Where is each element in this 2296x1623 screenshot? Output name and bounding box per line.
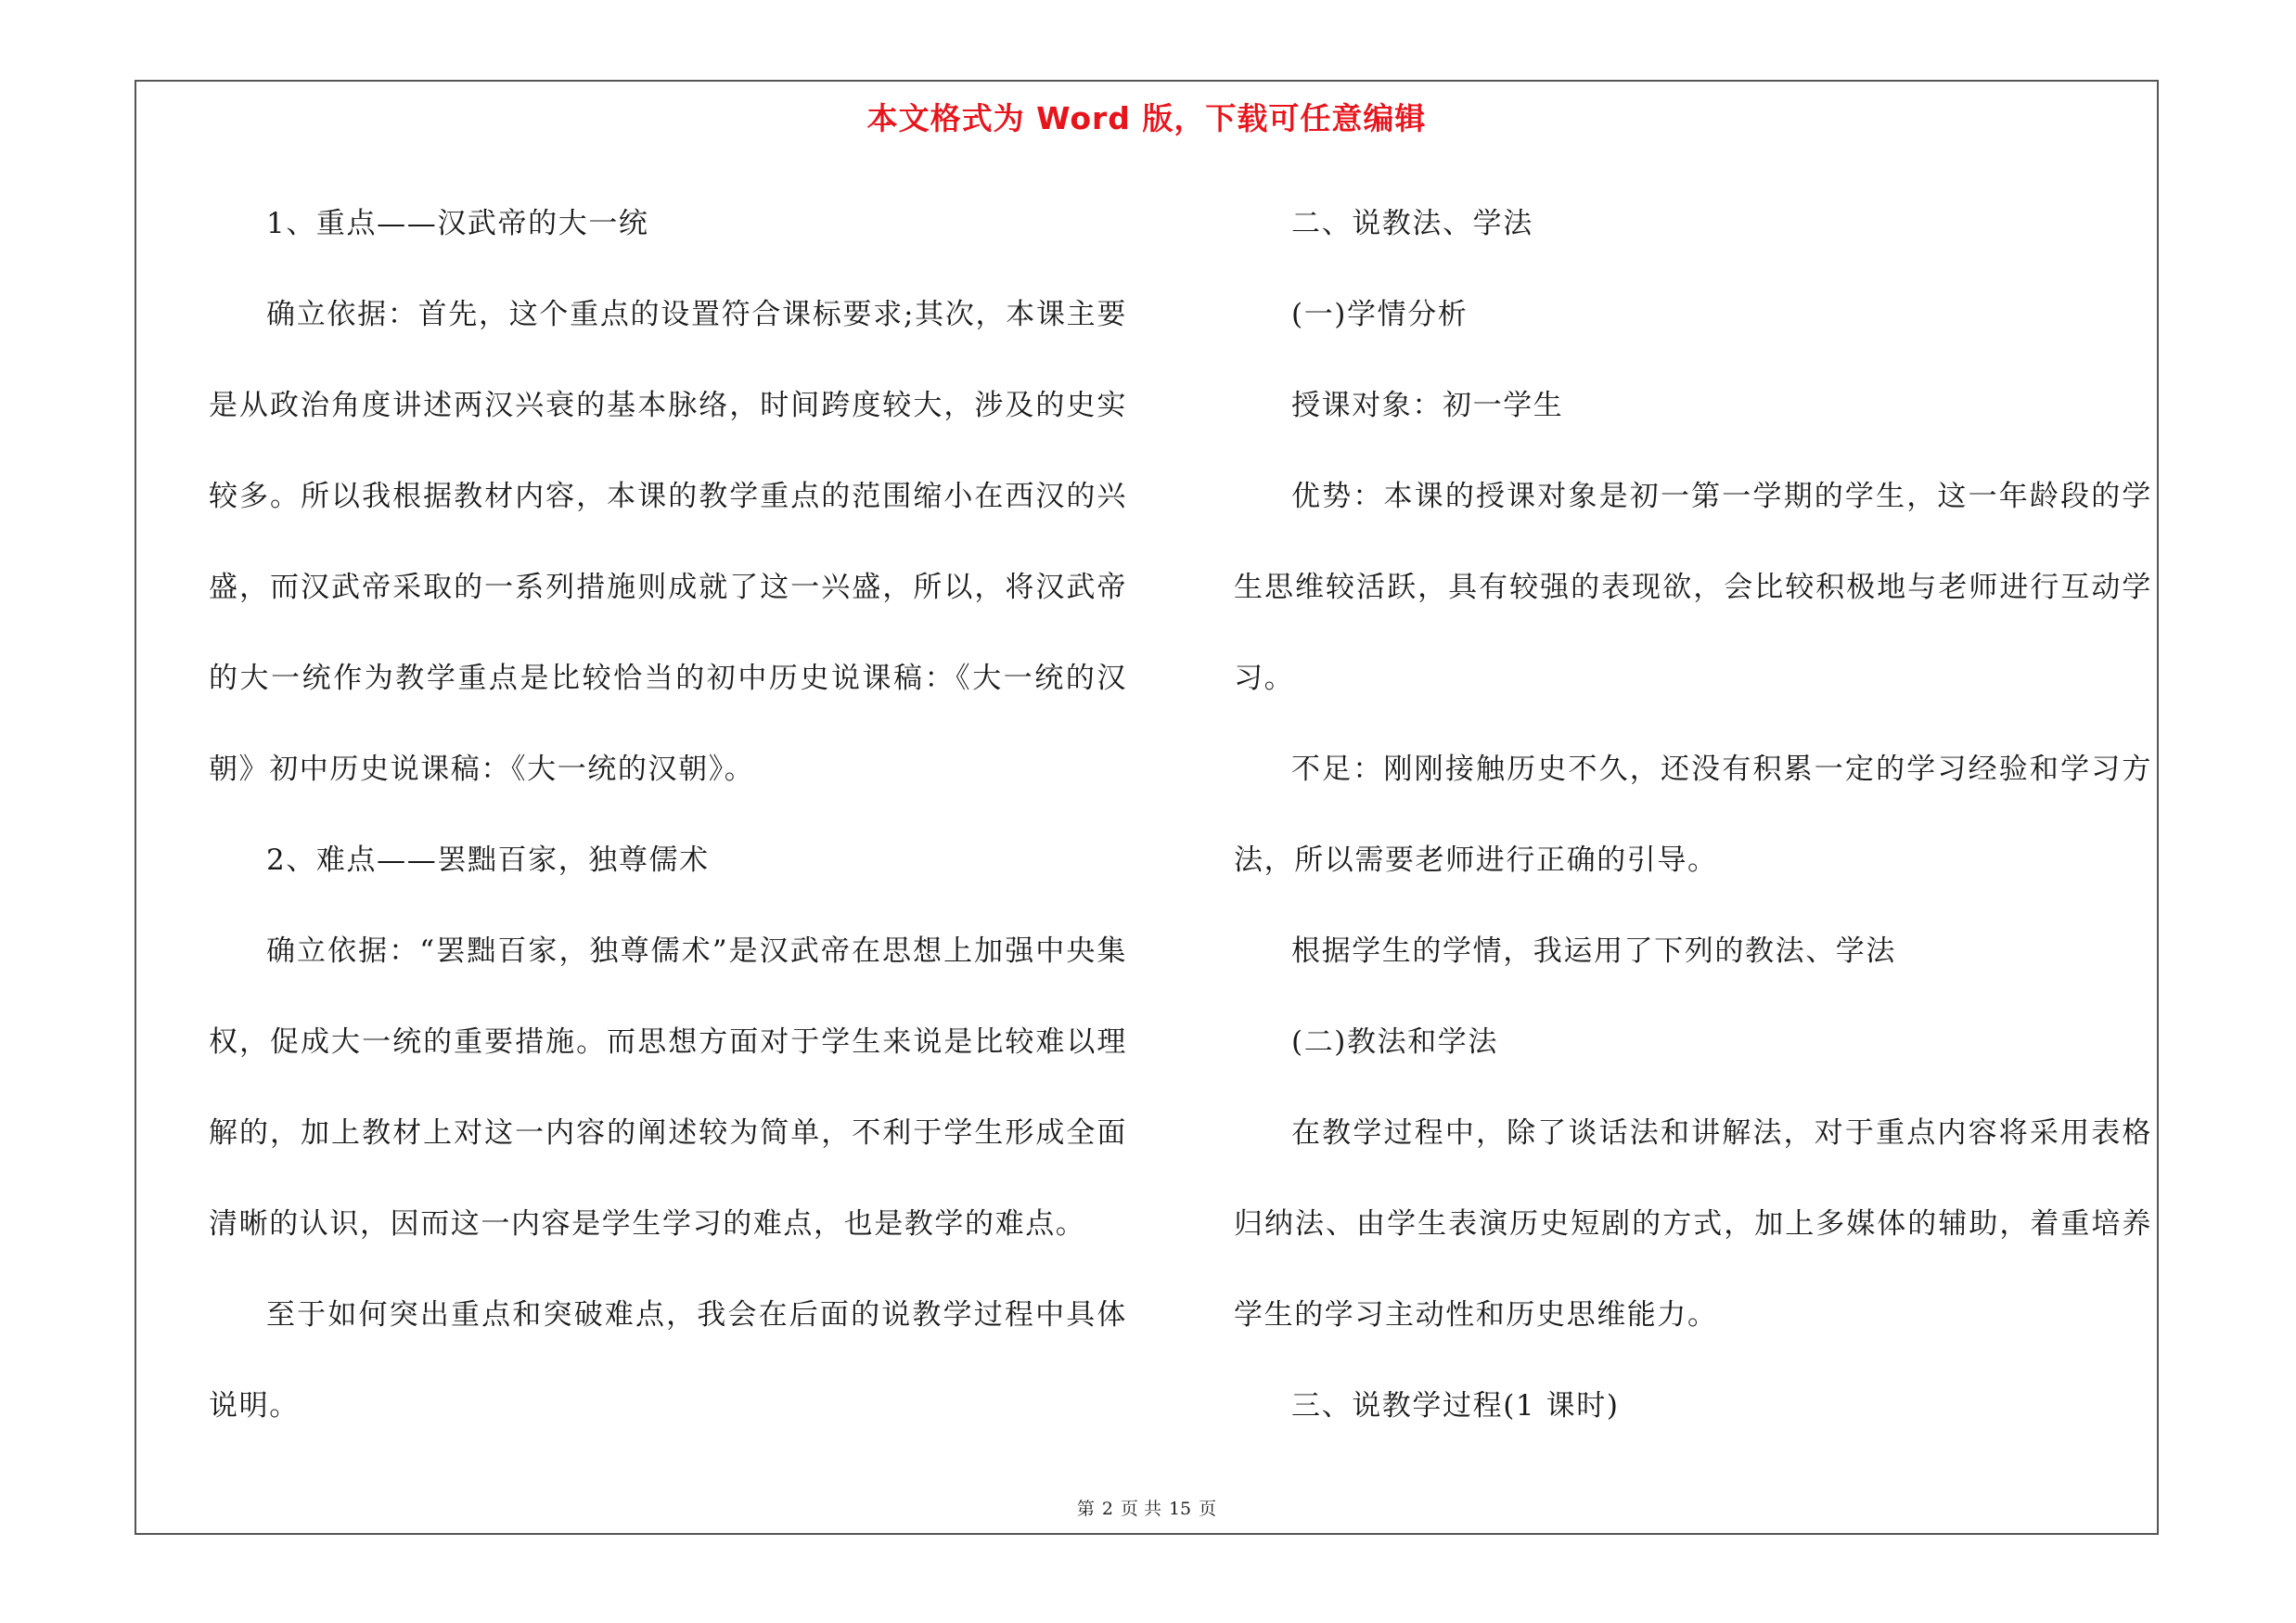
footer-middle: 页 共 (1120, 1499, 1161, 1519)
footer-prefix: 第 (1076, 1499, 1095, 1519)
right-paragraph-4: 优势：本课的授课对象是初一第一学期的学生，这一年龄段的学生思维较活跃，具有较强的表现欲，会比较积极地与老师进行互动学习。 (1234, 480, 2152, 695)
right-paragraph-1: 二、说教法、学法 (1291, 207, 1533, 240)
right-paragraph-8: 在教学过程中，除了谈话法和讲解法，对于重点内容将采用表格归纳法、由学生表演历史短剧的方式，加上多媒体的辅助，着重培养学生的学习主动性和历史思维能力。 (1234, 1116, 2152, 1332)
right-column (1234, 178, 2152, 1451)
document-header-title: 本文格式为 Word 版，下载可任意编辑 (866, 100, 1427, 136)
page-frame (135, 80, 2159, 1535)
right-paragraph-7: (二)教法和学法 (1291, 1025, 1498, 1059)
right-paragraph-3: 授课对象：初一学生 (1291, 389, 1564, 422)
left-paragraph-4: 确立依据：“罢黜百家，独尊儒术”是汉武帝在思想上加强中央集权，促成大一统的重要措施。而思想方面对于学生来说是比较难以理解的，加上教材上对这一内容的阐述较为简单，不利于学生形成全面清晰的认识，因而这一内容是学生学习的难点，也是教学的难点。 (209, 934, 1127, 1241)
footer-page-number: 2 (1101, 1499, 1113, 1519)
left-paragraph-2: 确立依据：首先，这个重点的设置符合课标要求;其次，本课主要是从政治角度讲述两汉兴衰的基本脉络，时间跨度较大，涉及的史实较多。所以我根据教材内容，本课的教学重点的范围缩小在西汉的兴盛，而汉武帝采取的一系列措施则成就了这一兴盛，所以，将汉武帝的大一统作为教学重点是比较恰当的初中历史说课稿：《大一统的汉朝》初中历史说课稿：《大一统的汉朝》。 (209, 298, 1127, 786)
left-column (209, 178, 1127, 1451)
footer-suffix: 页 (1199, 1499, 1217, 1519)
right-paragraph-2: (一)学情分析 (1291, 298, 1469, 331)
footer-total-pages: 15 (1168, 1499, 1192, 1519)
right-paragraph-9: 三、说教学过程(1 课时) (1291, 1389, 1620, 1423)
right-paragraph-6: 根据学生的学情，我运用了下列的教法、学法 (1291, 934, 1896, 968)
page-footer (136, 1495, 2157, 1520)
left-paragraph-5: 至于如何突出重点和突破难点，我会在后面的说教学过程中具体说明。 (209, 1298, 1127, 1423)
right-paragraph-5: 不足：刚刚接触历史不久，还没有积累一定的学习经验和学习方法，所以需要老师进行正确的引导。 (1234, 753, 2152, 877)
left-paragraph-1: 1、重点——汉武帝的大一统 (266, 207, 649, 240)
left-paragraph-3: 2、难点——罢黜百家，独尊儒术 (266, 844, 710, 877)
